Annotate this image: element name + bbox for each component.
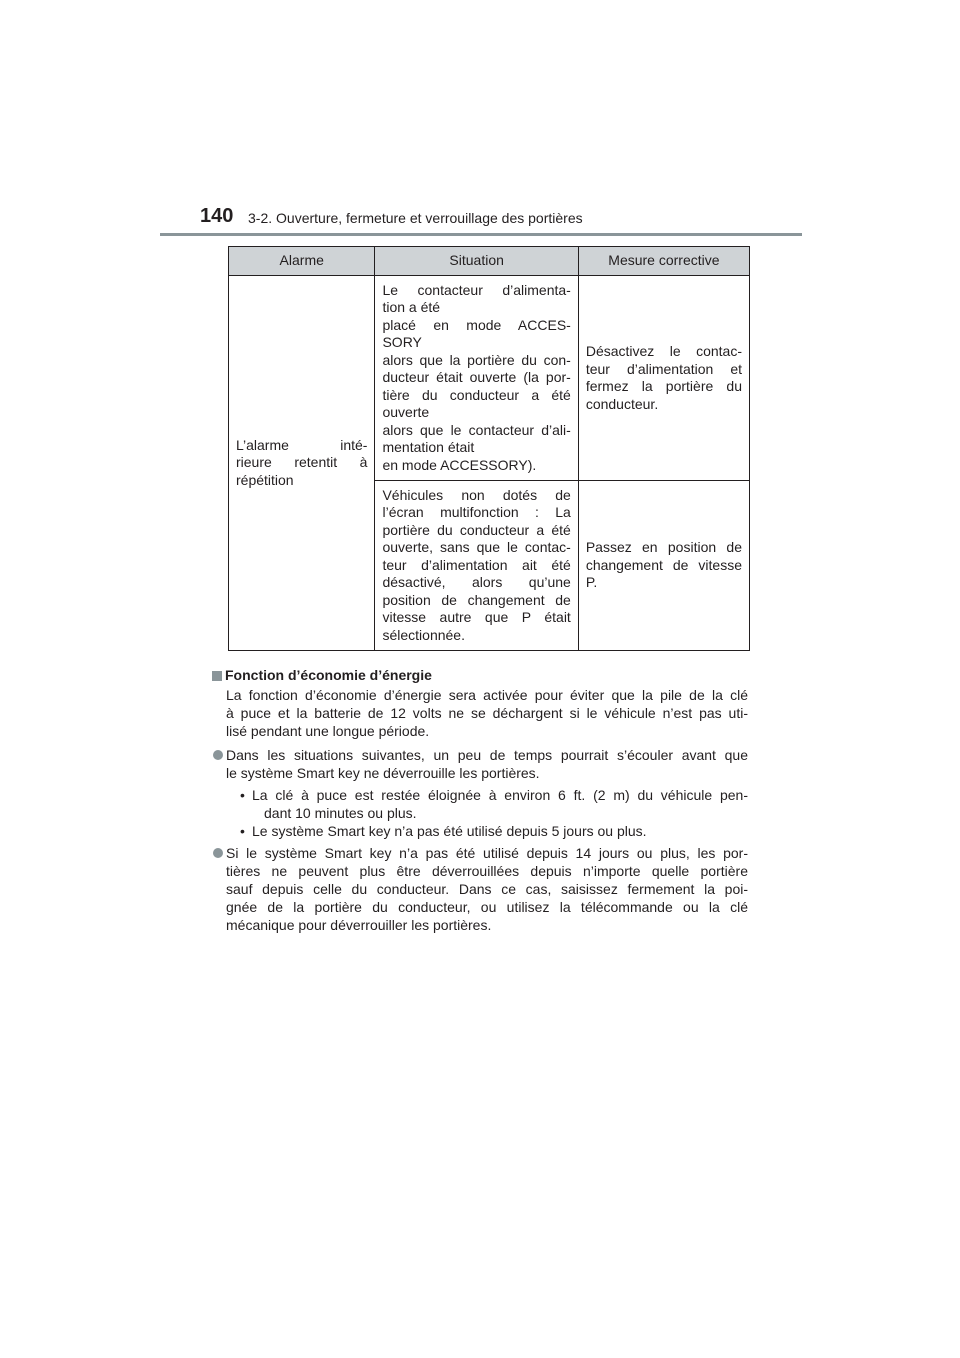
page-header	[200, 204, 802, 236]
situation-line: SORY	[382, 334, 422, 351]
circle-bullet-icon	[213, 848, 223, 858]
bullet-item	[212, 844, 748, 934]
alarm-table	[228, 246, 750, 651]
column-header-measure: Mesure corrective	[578, 247, 749, 276]
situation-line: Véhicules non dotés de	[382, 486, 571, 503]
situation-line: ouverte, sans que le contac-	[382, 539, 571, 556]
situation-line: position de changement de	[382, 591, 571, 608]
paragraph-line: à puce et la batterie de 12 volts ne se déchargent si le véhicule n’est pas uti-	[226, 705, 748, 721]
measure-cell	[578, 481, 749, 651]
section-title: 3-2. Ouverture, fermeture et verrouillage des portières	[248, 210, 583, 226]
sub-bullet-item	[212, 822, 748, 840]
table-row	[229, 276, 750, 481]
dot-bullet-icon: •	[240, 787, 245, 803]
section-heading-text: Fonction d’économie d’énergie	[225, 667, 432, 683]
measure-line: P.	[585, 574, 598, 591]
paragraph-line: lisé pendant une longue période.	[226, 723, 430, 739]
measure-line: teur d’alimentation et	[585, 360, 742, 377]
measure-line: Désactivez le contac-	[585, 343, 742, 359]
paragraph-line: Dans les situations suivantes, un peu de temps pourrait s’écouler avant que	[226, 747, 748, 763]
alarm-line: L’alarme inté-	[236, 436, 368, 453]
intro-paragraph	[226, 686, 748, 740]
square-bullet-icon	[212, 671, 222, 681]
situation-line: portière du conducteur a été	[382, 521, 571, 538]
paragraph-line: le système Smart key ne déverrouille les portières.	[226, 765, 540, 781]
situation-line: alors que la portière du con-	[382, 351, 571, 368]
paragraph-line: gnée de la portière du conducteur, ou utilisez la télécommande ou la clé	[226, 899, 748, 915]
paragraph-line: mécanique pour déverrouiller les portières.	[226, 917, 492, 933]
measure-line: conducteur.	[585, 395, 659, 412]
situation-cell	[375, 276, 578, 481]
page-number: 140	[200, 205, 234, 227]
measure-line: Passez en position de	[585, 539, 742, 556]
situation-line: Le contacteur d’alimenta-	[382, 281, 571, 298]
circle-bullet-icon	[213, 750, 223, 760]
paragraph-line: Si le système Smart key n’a pas été utilisé depuis 14 jours ou plus, les por-	[226, 845, 748, 861]
section-heading	[212, 666, 748, 686]
situation-line: vitesse autre que P était	[382, 609, 571, 626]
measure-cell	[578, 276, 749, 481]
situation-line: désactivé, alors qu’une	[382, 574, 571, 591]
paragraph-line: sauf depuis celle du conducteur. Dans ce cas, saisissez fermement la poi-	[226, 881, 748, 897]
paragraph-line: La clé à puce est restée éloignée à environ 6 ft. (2 m) du véhicule pen-	[252, 787, 748, 803]
situation-line: ducteur était ouverte (la por-	[382, 369, 571, 386]
column-header-alarm: Alarme	[229, 247, 375, 276]
paragraph-line: La fonction d’économie d’énergie sera activée pour éviter que la pile de la clé	[226, 687, 748, 703]
paragraph-line: tières ne peuvent plus être déverrouillées depuis n’importe quelle portière	[226, 863, 748, 879]
table-header-row	[229, 247, 750, 276]
alarm-cell	[229, 276, 375, 651]
dot-bullet-icon: •	[240, 823, 245, 839]
paragraph-line: dant 10 minutes ou plus.	[264, 805, 417, 821]
measure-line: fermez la portière du	[585, 378, 742, 394]
measure-line: changement de vitesse	[585, 556, 742, 573]
situation-line: tière du conducteur a été	[382, 386, 571, 403]
energy-saving-section	[212, 666, 748, 934]
bullet-item	[212, 746, 748, 782]
situation-line: ouverte	[382, 404, 430, 421]
situation-line: teur d’alimentation ait été	[382, 556, 571, 573]
situation-cell	[375, 481, 578, 651]
situation-line: placé en mode ACCES-	[382, 316, 571, 333]
situation-line: l’écran multifonction : La	[382, 504, 571, 521]
sub-bullet-item	[212, 786, 748, 822]
situation-line: alors que le contacteur d’ali-	[382, 421, 571, 438]
header-divider	[160, 233, 802, 236]
paragraph-line: Le système Smart key n’a pas été utilisé depuis 5 jours ou plus.	[252, 823, 647, 839]
situation-line: tion a été	[382, 299, 441, 316]
situation-line: en mode ACCESSORY).	[382, 456, 537, 473]
alarm-line: répétition	[236, 471, 294, 488]
alarm-line: rieure retentit à	[236, 454, 368, 471]
situation-line: sélectionnée.	[382, 626, 465, 643]
situation-line: mentation était	[382, 439, 475, 456]
column-header-situation: Situation	[375, 247, 578, 276]
